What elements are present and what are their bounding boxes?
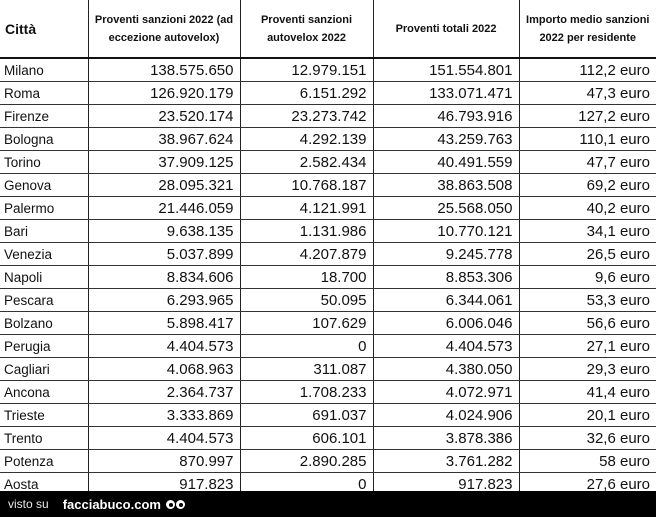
cell-city: Torino xyxy=(0,151,88,174)
cell-avg-per-resident: 47,3 euro xyxy=(519,82,656,105)
cell-fines-speedcam: 10.768.187 xyxy=(240,174,373,197)
header-avg-per-resident: Importo medio sanzioni 2022 per residente xyxy=(519,0,656,58)
header-fines-excl-speedcam: Proventi sanzioni 2022 (ad eccezione autovelox) xyxy=(88,0,240,58)
table-row xyxy=(0,58,656,82)
cell-fines-excl-speedcam: 4.404.573 xyxy=(88,335,240,358)
cell-fines-excl-speedcam: 21.446.059 xyxy=(88,197,240,220)
table-row xyxy=(0,266,656,289)
cell-fines-speedcam: 0 xyxy=(240,335,373,358)
cell-fines-speedcam: 12.979.151 xyxy=(240,58,373,82)
cell-fines-excl-speedcam: 138.575.650 xyxy=(88,58,240,82)
cell-total: 4.404.573 xyxy=(373,335,519,358)
cell-city: Potenza xyxy=(0,450,88,473)
table-row xyxy=(0,128,656,151)
cell-fines-excl-speedcam: 8.834.606 xyxy=(88,266,240,289)
cell-fines-excl-speedcam: 126.920.179 xyxy=(88,82,240,105)
cell-avg-per-resident: 41,4 euro xyxy=(519,381,656,404)
cell-total: 38.863.508 xyxy=(373,174,519,197)
cell-avg-per-resident: 9,6 euro xyxy=(519,266,656,289)
cell-avg-per-resident: 20,1 euro xyxy=(519,404,656,427)
cell-fines-speedcam: 0 xyxy=(240,473,373,492)
cell-fines-excl-speedcam: 4.068.963 xyxy=(88,358,240,381)
cell-fines-speedcam: 107.629 xyxy=(240,312,373,335)
cell-fines-excl-speedcam: 870.997 xyxy=(88,450,240,473)
table-row xyxy=(0,105,656,128)
cell-city: Ancona xyxy=(0,381,88,404)
table-row xyxy=(0,335,656,358)
table-row xyxy=(0,450,656,473)
cell-fines-speedcam: 606.101 xyxy=(240,427,373,450)
table-row xyxy=(0,427,656,450)
table-row xyxy=(0,358,656,381)
cell-total: 4.072.971 xyxy=(373,381,519,404)
cell-total: 151.554.801 xyxy=(373,58,519,82)
cell-total: 43.259.763 xyxy=(373,128,519,151)
cell-city: Bari xyxy=(0,220,88,243)
cell-fines-speedcam: 1.708.233 xyxy=(240,381,373,404)
cell-fines-speedcam: 18.700 xyxy=(240,266,373,289)
cell-fines-excl-speedcam: 2.364.737 xyxy=(88,381,240,404)
cell-city: Palermo xyxy=(0,197,88,220)
eyes-logo-icon xyxy=(166,500,185,509)
cell-city: Cagliari xyxy=(0,358,88,381)
header-total: Proventi totali 2022 xyxy=(373,0,519,58)
cell-total: 917.823 xyxy=(373,473,519,492)
cell-total: 46.793.916 xyxy=(373,105,519,128)
cell-city: Napoli xyxy=(0,266,88,289)
cell-avg-per-resident: 58 euro xyxy=(519,450,656,473)
table-row xyxy=(0,289,656,312)
cell-city: Genova xyxy=(0,174,88,197)
cell-total: 3.878.386 xyxy=(373,427,519,450)
cell-fines-speedcam: 2.890.285 xyxy=(240,450,373,473)
cell-avg-per-resident: 47,7 euro xyxy=(519,151,656,174)
cell-fines-speedcam: 4.292.139 xyxy=(240,128,373,151)
cell-fines-excl-speedcam: 6.293.965 xyxy=(88,289,240,312)
cell-city: Roma xyxy=(0,82,88,105)
cell-total: 10.770.121 xyxy=(373,220,519,243)
cell-total: 40.491.559 xyxy=(373,151,519,174)
cell-avg-per-resident: 40,2 euro xyxy=(519,197,656,220)
cell-fines-speedcam: 23.273.742 xyxy=(240,105,373,128)
cell-total: 8.853.306 xyxy=(373,266,519,289)
table-row xyxy=(0,197,656,220)
cell-city: Aosta xyxy=(0,473,88,492)
cell-total: 3.761.282 xyxy=(373,450,519,473)
cell-fines-excl-speedcam: 37.909.125 xyxy=(88,151,240,174)
cell-fines-excl-speedcam: 5.037.899 xyxy=(88,243,240,266)
cell-city: Venezia xyxy=(0,243,88,266)
footer-prefix: visto su xyxy=(8,497,49,511)
cell-fines-speedcam: 4.121.991 xyxy=(240,197,373,220)
table-row xyxy=(0,151,656,174)
cell-fines-speedcam: 1.131.986 xyxy=(240,220,373,243)
cell-fines-excl-speedcam: 3.333.869 xyxy=(88,404,240,427)
cell-fines-speedcam: 2.582.434 xyxy=(240,151,373,174)
cell-total: 6.006.046 xyxy=(373,312,519,335)
cell-city: Firenze xyxy=(0,105,88,128)
header-city: Città xyxy=(0,0,88,58)
cell-total: 6.344.061 xyxy=(373,289,519,312)
cell-avg-per-resident: 32,6 euro xyxy=(519,427,656,450)
cell-fines-excl-speedcam: 9.638.135 xyxy=(88,220,240,243)
cell-avg-per-resident: 34,1 euro xyxy=(519,220,656,243)
cell-fines-excl-speedcam: 23.520.174 xyxy=(88,105,240,128)
cell-city: Perugia xyxy=(0,335,88,358)
cell-total: 4.380.050 xyxy=(373,358,519,381)
cell-total: 9.245.778 xyxy=(373,243,519,266)
cell-avg-per-resident: 27,1 euro xyxy=(519,335,656,358)
table-row xyxy=(0,82,656,105)
cell-avg-per-resident: 29,3 euro xyxy=(519,358,656,381)
cell-total: 133.071.471 xyxy=(373,82,519,105)
cell-fines-speedcam: 691.037 xyxy=(240,404,373,427)
cell-avg-per-resident: 53,3 euro xyxy=(519,289,656,312)
cell-fines-excl-speedcam: 38.967.624 xyxy=(88,128,240,151)
cell-fines-speedcam: 50.095 xyxy=(240,289,373,312)
cell-avg-per-resident: 56,6 euro xyxy=(519,312,656,335)
cell-city: Trento xyxy=(0,427,88,450)
cell-avg-per-resident: 112,2 euro xyxy=(519,58,656,82)
cell-city: Milano xyxy=(0,58,88,82)
cell-fines-excl-speedcam: 917.823 xyxy=(88,473,240,492)
table-row xyxy=(0,312,656,335)
cell-avg-per-resident: 69,2 euro xyxy=(519,174,656,197)
cell-city: Trieste xyxy=(0,404,88,427)
table-row xyxy=(0,473,656,492)
table-row xyxy=(0,174,656,197)
cell-fines-excl-speedcam: 4.404.573 xyxy=(88,427,240,450)
cell-avg-per-resident: 27,6 euro xyxy=(519,473,656,492)
cell-avg-per-resident: 26,5 euro xyxy=(519,243,656,266)
cell-city: Bolzano xyxy=(0,312,88,335)
table-body xyxy=(0,58,656,491)
header-fines-speedcam: Proventi sanzioni autovelox 2022 xyxy=(240,0,373,58)
cell-fines-excl-speedcam: 28.095.321 xyxy=(88,174,240,197)
cell-fines-speedcam: 4.207.879 xyxy=(240,243,373,266)
cell-city: Pescara xyxy=(0,289,88,312)
watermark-footer xyxy=(0,491,656,517)
cell-city: Bologna xyxy=(0,128,88,151)
header-row xyxy=(0,0,656,58)
table-row xyxy=(0,220,656,243)
footer-site[interactable]: facciabuco.com xyxy=(62,496,161,512)
cell-fines-speedcam: 6.151.292 xyxy=(240,82,373,105)
table-row xyxy=(0,243,656,266)
cell-fines-excl-speedcam: 5.898.417 xyxy=(88,312,240,335)
cell-total: 25.568.050 xyxy=(373,197,519,220)
cell-total: 4.024.906 xyxy=(373,404,519,427)
cell-fines-speedcam: 311.087 xyxy=(240,358,373,381)
cell-avg-per-resident: 127,2 euro xyxy=(519,105,656,128)
table-row xyxy=(0,381,656,404)
table-row xyxy=(0,404,656,427)
cell-avg-per-resident: 110,1 euro xyxy=(519,128,656,151)
